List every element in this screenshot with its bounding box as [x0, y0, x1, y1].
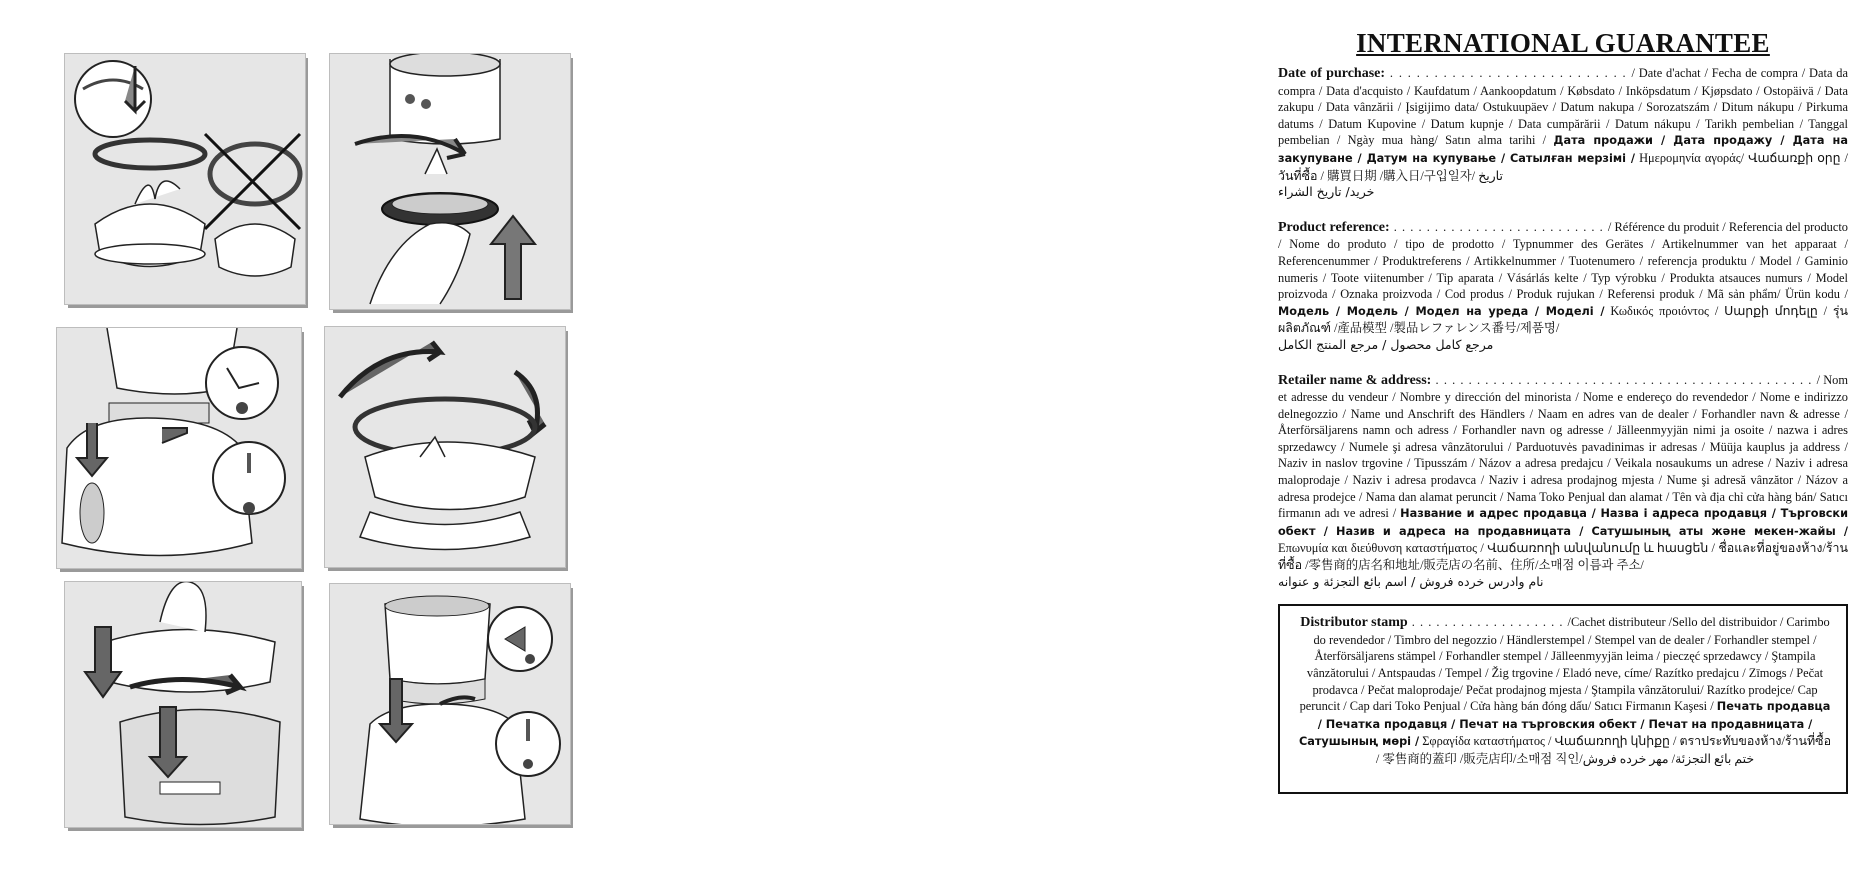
- distributor-stamp-translations: /Cachet distributeur /Sello del distribuidor / Carimbo do revendedor / Timbro del negozzio / Händlerstempel / Stempel van de dealer / Forhandler stempel / Återförsäljarens stämpel / Forhandler stempel / Jälleenmyyjän leima / pieczęć sprzedawcy / Ştampila vânzătorului / Antspaudas / Tempel / Žig trgovine / Eladó neve, címe/ Razítko predajcu / Zīmogs / Pečat prodavca / Pečat maloprodaje/ Pečat prodajnog mjesta / Ştampila vânzătorului/ Razítko prodejce/ Cap peruncit / Cap dari Toko Penjual / Cửa hàng bán đóng dấu/ Satıcı Firmanın Kaşesi /: [1299, 615, 1830, 714]
- product-reference-block: [1278, 219, 1848, 354]
- distributor-stamp-rtl: فروش: [1582, 751, 1617, 766]
- retailer-cyrillic: Название и адрес продавца / Назва і адреса продавця / Търговски обект / Назив и адреса на продавницата / Сатушының аты және мекен-жайы /: [1278, 507, 1848, 538]
- purchase-date-label: Date of purchase:: [1278, 66, 1386, 81]
- attach-blade-illustration: [330, 54, 570, 309]
- purchase-date-translations: / Date d'achat / Fecha de compra / Data da compra / Data d'acquisto / Kaufdatum / Aankoopdatum / Købsdato / Inköpsdatum / Kjøpsdato / Ostopäivä / Data zakupu / Data vânzării / Įsigijimo data/ Ostukuupäev / Datum nakupa / Sorozatszám / Ditum nákupu / Pirkuma datums / Datum Kupovine / Datum kupnje / Data cumpărării / Datum nákupu / Tarikh pembelian / Tanggal pembelian / Ngày mua hàng/ Satın alma tarihi /: [1278, 66, 1848, 148]
- fit-gasket-illustration: [325, 327, 565, 567]
- lock-on-base-illustration: [57, 328, 301, 568]
- retailer-rtl: نام وادرس خرده فروش / اسم بائع التجزئة و عنوانه: [1278, 573, 1544, 589]
- distributor-stamp-box[interactable]: [1278, 604, 1848, 794]
- seal-ring-illustration: [65, 54, 305, 304]
- illustration-panel-1: [64, 53, 306, 305]
- mount-jar-illustration: [330, 584, 570, 824]
- purchase-date-block: [1278, 65, 1848, 201]
- distributor-stamp-block: [1296, 614, 1834, 767]
- product-reference-intl: Κωδικός προιόντος / Սարքի մոդելը / รุ่นผลิตภัณฑ์ /產品模型 /製品レファレンス番号/제품명/: [1278, 303, 1848, 336]
- illustration-panel-2: [329, 53, 571, 310]
- product-reference-field[interactable]: . . . . . . . . . . . . . . . . . . . . . . . . . .: [1389, 219, 1608, 234]
- retailer-intl: Επωνυμία και διεύθυνση καταστήματος / Վաճառողի անվանումը և հասցեն / ชื่อและที่อยู่ของห้าง/ร้านที่ซื้อ /零售商的店名和地址/販売店の名前、住所/소매점 이름과 주소/: [1278, 541, 1848, 573]
- product-reference-rtl: مرجع كامل محصول / مرجع المنتج الكامل: [1278, 336, 1494, 352]
- guarantee-section: [1278, 28, 1848, 794]
- product-reference-cyrillic: Модель / Модель / Модел на уреда / Моделі /: [1278, 304, 1605, 318]
- retailer-translations: / Nom et adresse du vendeur / Nombre y dirección del minorista / Nome e endereço do revendedor / Nome e indirizzo delnegozzio / Name und Anschrift des Händlers / Naam en adres van de dealer / Forhandler navn & adresse / Återförsäljarens namn och adress / Forhandler navn og adresse / Jälleenmyyjän nimi ja osoite / nazwa i adres sprzedawcy / Numele şi adresa vânzătorului / Parduotuvės pavadinimas ir adresas / Müüja kauplus ja address / Naziv in naslov trgovine / Tipusszám / Názov a adresa predajcu / Veikala nosaukums un adrese / Naziv i adresa maloprodaje / Naziv i adresa prodavca / Naziv i adresa prodajnog mjesta / Nume şi adresă vânzător / Názov a adresa prodejce / Nama dan alamat peruncit / Nama Toko Penjual dan alamat / Tên và địa chỉ cửa hàng bán/ Satıcı firmanın adı ve adresi /: [1278, 372, 1848, 521]
- distributor-stamp-label: Distributor stamp: [1300, 615, 1408, 631]
- illustration-panel-5: [64, 581, 302, 828]
- page-title: INTERNATIONAL GUARANTEE: [1356, 28, 1770, 58]
- illustration-panel-6: [329, 583, 571, 825]
- product-reference-label: Product reference:: [1278, 219, 1390, 235]
- distributor-stamp-cyrillic: Печать продавца / Печатка продавця / Печат на търговския обект / Печат на продавницата / Сатушының мөрі /: [1298, 700, 1831, 749]
- illustration-panel-3: [56, 327, 302, 569]
- distributor-stamp-dots: . . . . . . . . . . . . . . . . . . .: [1407, 615, 1568, 630]
- purchase-date-field[interactable]: . . . . . . . . . . . . . . . . . . . . . . . . . . .: [1385, 66, 1632, 80]
- purchase-date-intl: Ημερομηνία αγοράς/ Վաճառքի օրը /วันที่ซื้อ / 購買日期 /購入日/구입일자/ تاريخ: [1278, 150, 1848, 183]
- retailer-field[interactable]: . . . . . . . . . . . . . . . . . . . . . . . . . . . . . . . . . . . . . . . . . . . . . .: [1431, 372, 1817, 387]
- assemble-jar-illustration: [65, 582, 301, 827]
- retailer-block: [1278, 372, 1848, 591]
- purchase-date-cyrillic: Дата продажи / Дата продажу / Дата на закупуване / Датум на купување / Сатылған мерзімі /: [1278, 134, 1848, 165]
- distributor-stamp-intl: Σφραγίδα καταστήματος / Վաճառողի կնիքը / ตราประทับของห้าง/ร้านที่ซื้อ / 零售商的蓋印 /販売店印/소매점 직인/ختم بائع التجزئة/ مهر خرده: [1375, 734, 1832, 766]
- purchase-date-rtl: خريد/ تاريخ الشراء: [1278, 184, 1375, 200]
- retailer-label: Retailer name & address:: [1278, 372, 1432, 388]
- illustration-panel-4: [324, 326, 566, 568]
- product-reference-translations: / Référence du produit / Referencia del producto / Nome do produto / tipo de prodotto / Typnummer des Gerätes / Artikelnummer van het apparaat / Referencenummer / Produktreferens / Artikkelnummer / Tuotenumero / referencja produktu / Model / Gaminio numeris / Toote viitenumber / Tip aparata / Vásárlás kelte / Typ výrobku / Produkta atsauces numurs / Model proizvoda / Oznaka proizvoda / Cod produs / Produk rujukan / Referensi produk / Mã sản phẩm/ Ürün kodu /: [1278, 219, 1848, 302]
